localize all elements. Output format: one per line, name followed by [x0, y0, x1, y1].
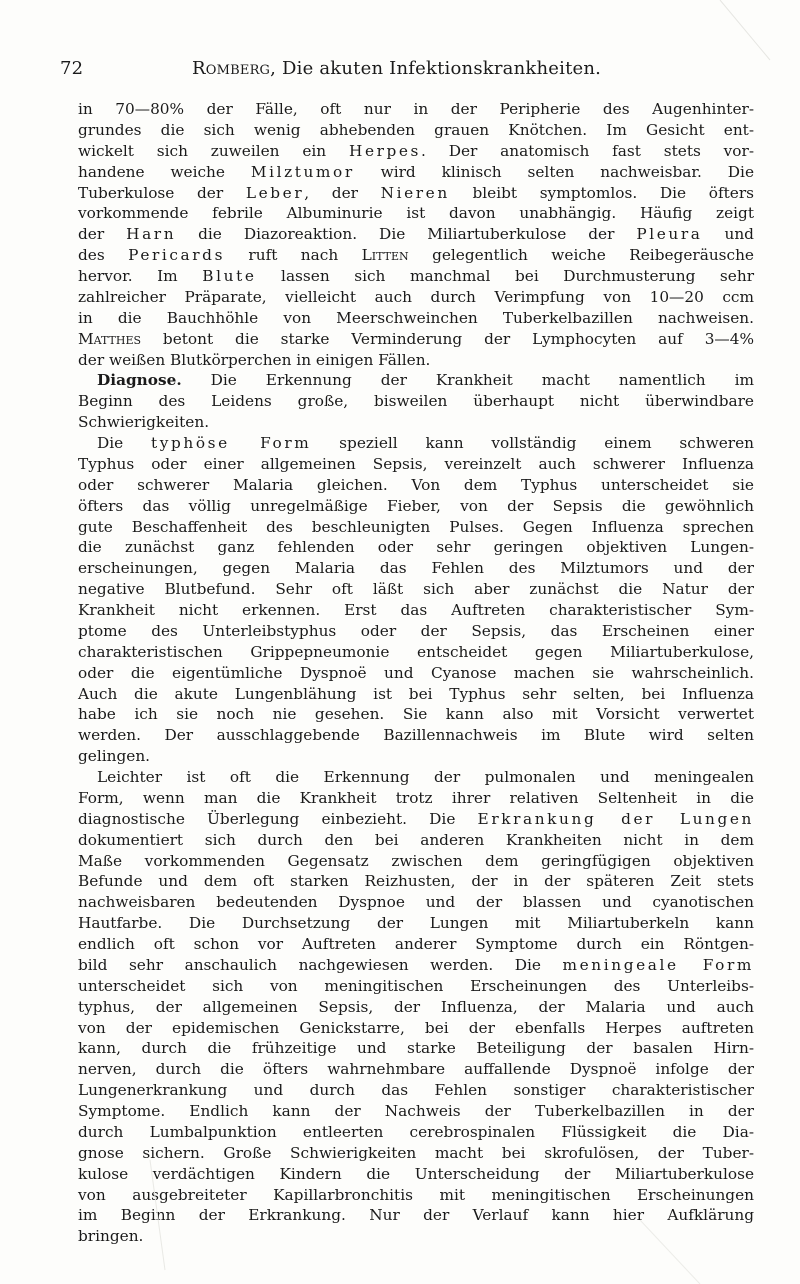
spaced-term: Leber	[245, 183, 305, 202]
page-number: 72	[60, 58, 84, 79]
text-line: bringen.	[78, 1227, 144, 1246]
running-head-title: Die akuten Infektionskrankheiten.	[276, 58, 602, 79]
text-line: Typhus oder einer allgemeinen Sepsis, vereinzelt auch schwerer Influenza	[78, 454, 754, 473]
spaced-term: meningeale Form	[562, 955, 754, 974]
text-line: grundes die sich wenig abhebenden grauen Knötchen. Im Gesicht ent-	[78, 120, 754, 139]
text-line: gute Beschaffenheit des beschleunigten Pulses. Gegen Influenza sprechen	[78, 517, 754, 536]
text-line: hervor. Im Blute lassen sich manchmal bei Durchmusterung sehr	[78, 267, 755, 285]
text-line: vorkommende febrile Albuminurie ist davon unabhängig. Häufig zeigt	[78, 204, 754, 223]
text-line: endlich oft schon vor Auftreten anderer Symptome durch ein Röntgen-	[78, 935, 754, 953]
spaced-term: Blute	[202, 267, 257, 285]
text-line: typhus, der allgemeinen Sepsis, der Influenza, der Malaria und auch	[78, 997, 754, 1016]
spaced-term: Harn	[126, 225, 177, 244]
text-line: in die Bauchhöhle von Meerschweinchen Tuberkelbazillen nachweisen.	[78, 308, 754, 327]
text-line: wickelt sich zuweilen ein Herpes. Der anatomisch fast stets vor-	[78, 141, 754, 160]
spaced-term: Pleura	[636, 225, 703, 244]
text-line: Beginn des Leidens große, bisweilen überhaupt nicht überwindbare	[78, 392, 754, 411]
text-line: die zunächst ganz fehlenden oder sehr geringen objektiven Lungen-	[78, 538, 754, 557]
spaced-term: Pericards	[128, 246, 226, 265]
text-line: von der epidemischen Genickstarre, bei der ebenfalls Herpes auftreten	[78, 1018, 754, 1037]
author-name: Matthes	[78, 329, 142, 348]
text-line: ptome des Unterleibstyphus oder der Sepsis, das Erscheinen einer	[78, 621, 754, 640]
body-text	[78, 99, 754, 1247]
text-line: charakteristischen Grippepneumonie entscheidet gegen Miliartuberkulose,	[78, 642, 754, 661]
text-line: diagnostische Überlegung einbezieht. Die Erkrankung der Lungen	[78, 809, 754, 828]
text-line: Leichter ist oft die Erkennung der pulmonalen und meningealen	[97, 768, 754, 786]
text-line: in 70—80% der Fälle, oft nur in der Peripherie des Augenhinter-	[78, 100, 754, 118]
author-name: Litten	[361, 246, 409, 265]
text-line: Krankheit nicht erkennen. Erst das Auftreten charakteristischer Sym-	[78, 601, 754, 619]
text-line: gelingen.	[78, 747, 151, 766]
text-line: Symptome. Endlich kann der Nachweis der Tuberkelbazillen in der	[78, 1102, 754, 1120]
text-line: im Beginn der Erkrankung. Nur der Verlauf kann hier Aufklärung	[78, 1206, 754, 1225]
text-line: Tuberkulose der Leber, der Nieren bleibt symptomlos. Die öfters	[78, 183, 754, 202]
text-line: oder schwerer Malaria gleichen. Von dem Typhus unterscheidet sie	[78, 475, 754, 494]
text-line: durch Lumbalpunktion entleerten cerebrospinalen Flüssigkeit die Dia-	[78, 1122, 754, 1141]
text-line: gnose sichern. Große Schwierigkeiten macht bei skrofulösen, der Tuber-	[78, 1143, 754, 1162]
text-line: der Harn die Diazoreaktion. Die Miliartuberkulose der Pleura und	[78, 225, 754, 244]
text-line: Hautfarbe. Die Durchsetzung der Lungen mit Miliartuberkeln kann	[78, 914, 754, 933]
text-line: kann, durch die frühzeitige und starke Beteiligung der basalen Hirn-	[78, 1039, 754, 1058]
text-line: von ausgebreiteter Kapillarbronchitis mit meningitischen Erscheinungen	[78, 1185, 754, 1204]
text-line: habe ich sie noch nie gesehen. Sie kann also mit Vorsicht verwertet	[78, 705, 754, 724]
text-line: Form, wenn man die Krankheit trotz ihrer relativen Seltenheit in die	[78, 788, 754, 807]
text-line: des Pericards ruft nach Litten gelegentlich weiche Reibegeräusche	[78, 246, 754, 265]
text-line: Auch die akute Lungenblähung ist bei Typhus sehr selten, bei Influenza	[78, 684, 754, 703]
text-line: negative Blutbefund. Sehr oft läßt sich aber zunächst die Natur der	[78, 580, 754, 599]
text-line: Die typhöse Form speziell kann vollständig einem schweren	[97, 434, 754, 452]
text-line: dokumentiert sich durch den bei anderen Krankheiten nicht in dem	[78, 830, 754, 849]
spaced-term: Nieren	[380, 183, 450, 202]
spaced-term: Herpes	[349, 141, 421, 160]
text-line: kulose verdächtigen Kindern die Unterscheidung der Miliartuberkulose	[78, 1164, 754, 1183]
text-line: Lungenerkrankung und durch das Fehlen sonstiger charakteristischer	[78, 1081, 754, 1100]
text-line: oder die eigentümliche Dyspnoë und Cyanose machen sie wahrscheinlich.	[78, 663, 754, 682]
text-line: werden. Der ausschlaggebende Bazillennachweis im Blute wird selten	[78, 726, 754, 745]
section-heading: Diagnose.	[97, 371, 182, 390]
spaced-term: Milztumor	[250, 162, 355, 181]
text-line: der weißen Blutkörperchen in einigen Fällen.	[78, 350, 431, 369]
running-head	[192, 58, 601, 79]
text-line: zahlreicher Präparate, vielleicht auch durch Verimpfung von 10—20 ccm	[78, 287, 754, 306]
text-line: bild sehr anschaulich nachgewiesen werden. Die meningeale Form	[78, 955, 754, 974]
spaced-term: typhöse Form	[151, 434, 312, 452]
page-header	[60, 58, 750, 86]
running-head-author: Romberg,	[192, 58, 277, 79]
text-line: Maße vorkommenden Gegensatz zwischen dem geringfügigen objektiven	[78, 851, 754, 870]
text-line: nerven, durch die öfters wahrnehmbare auffallende Dyspnoë infolge der	[78, 1060, 754, 1079]
text-line: unterscheidet sich von meningitischen Erscheinungen des Unterleibs-	[78, 976, 754, 995]
text-line: erscheinungen, gegen Malaria das Fehlen des Milztumors und der	[78, 559, 754, 578]
text-line: nachweisbaren bedeutenden Dyspnoe und der blassen und cyanotischen	[78, 893, 754, 912]
text-line: Befunde und dem oft starken Reizhusten, der in der späteren Zeit stets	[78, 872, 754, 891]
text-line: Matthes betont die starke Verminderung der Lymphocyten auf 3—4%	[78, 329, 754, 348]
text-line: Schwierigkeiten.	[78, 413, 210, 432]
text-line: öfters das völlig unregelmäßige Fieber, von der Sepsis die gewöhnlich	[78, 496, 754, 515]
text-line: Diagnose. Die Erkennung der Krankheit macht namentlich im	[97, 371, 754, 390]
spaced-term: Erkrankung der Lungen	[477, 809, 754, 828]
text-line: handene weiche Milztumor wird klinisch selten nachweisbar. Die	[78, 162, 754, 181]
